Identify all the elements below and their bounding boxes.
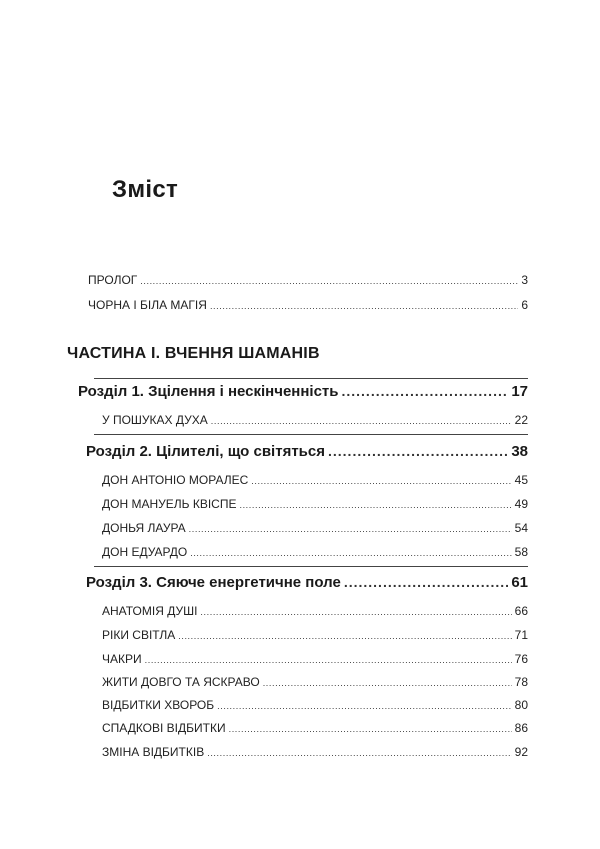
dot-leader <box>229 724 512 734</box>
toc-entry-prologue[interactable] <box>88 273 528 287</box>
toc-page-number: 66 <box>514 604 528 618</box>
toc-section-label: ДОН МАНУЕЛЬ КВІСПЕ <box>102 497 237 511</box>
toc-section-label: ЧАКРИ <box>102 652 142 666</box>
toc-page-number: 80 <box>514 698 528 712</box>
toc-page-number: 61 <box>511 574 528 591</box>
toc-page-number: 3 <box>521 273 528 287</box>
dot-leader <box>145 655 512 665</box>
toc-section-label: СПАДКОВІ ВІДБИТКИ <box>102 721 226 735</box>
dot-leader <box>189 524 512 534</box>
toc-page-number: 22 <box>514 413 528 427</box>
toc-chapter-label: Розділ 3. Сяюче енергетичне поле <box>86 574 341 591</box>
toc-section-label: ЖИТИ ДОВГО ТА ЯСКРАВО <box>102 675 260 689</box>
toc-page-number: 45 <box>514 473 528 487</box>
dot-leader <box>200 607 511 617</box>
toc-entry-label: ЧОРНА І БІЛА МАГІЯ <box>88 298 207 312</box>
dot-leader <box>140 276 518 286</box>
toc-section[interactable] <box>102 628 528 642</box>
toc-entry-black-white-magic[interactable] <box>88 298 528 312</box>
divider <box>94 378 528 379</box>
toc-entry-label: ПРОЛОГ <box>88 273 138 287</box>
toc-section[interactable] <box>102 698 528 712</box>
toc-section[interactable] <box>102 545 528 559</box>
toc-page-number: 17 <box>511 383 528 400</box>
part-title: ЧАСТИНА І. ВЧЕННЯ ШАМАНІВ <box>67 345 320 362</box>
toc-section-label: ДОНЬЯ ЛАУРА <box>102 521 186 535</box>
toc-page-number: 71 <box>514 628 528 642</box>
dot-leader <box>239 500 511 510</box>
toc-section[interactable] <box>102 497 528 511</box>
toc-page-number: 49 <box>514 497 528 511</box>
toc-page-number: 76 <box>514 652 528 666</box>
toc-section[interactable] <box>102 745 528 759</box>
toc-section[interactable] <box>102 473 528 487</box>
divider <box>94 566 528 567</box>
toc-section-label: РІКИ СВІТЛА <box>102 628 176 642</box>
dot-leader <box>211 416 512 426</box>
toc-section[interactable] <box>102 604 528 618</box>
dot-leader <box>217 701 512 711</box>
page-title: Зміст <box>112 176 179 203</box>
dot-leader <box>341 383 508 399</box>
toc-section[interactable] <box>102 521 528 535</box>
toc-chapter-1[interactable] <box>78 383 528 400</box>
toc-section-label: АНАТОМІЯ ДУШІ <box>102 604 198 618</box>
toc-chapter-2[interactable] <box>86 443 528 460</box>
dot-leader <box>190 548 511 558</box>
toc-section[interactable] <box>102 652 528 666</box>
dot-leader <box>344 574 508 590</box>
toc-section-label: ДОН АНТОНІО МОРАЛЕС <box>102 473 249 487</box>
toc-page-number: 78 <box>514 675 528 689</box>
toc-chapter-3[interactable] <box>86 574 528 591</box>
toc-chapter-label: Розділ 1. Зцілення і нескінченність <box>78 383 339 400</box>
dot-leader <box>207 748 511 758</box>
toc-page-number: 54 <box>514 521 528 535</box>
toc-page-number: 86 <box>514 721 528 735</box>
toc-section-label: ЗМІНА ВІДБИТКІВ <box>102 745 205 759</box>
toc-section-label: ДОН ЕДУАРДО <box>102 545 188 559</box>
dot-leader <box>251 476 511 486</box>
toc-chapter-label: Розділ 2. Цілителі, що світяться <box>86 443 325 460</box>
toc-section[interactable] <box>102 413 528 427</box>
toc-section-label: У ПОШУКАХ ДУХА <box>102 413 208 427</box>
dot-leader <box>210 301 518 311</box>
toc-page-number: 58 <box>514 545 528 559</box>
toc-section-label: ВІДБИТКИ ХВОРОБ <box>102 698 215 712</box>
dot-leader <box>263 678 512 688</box>
toc-page-number: 92 <box>514 745 528 759</box>
dot-leader <box>178 631 511 641</box>
toc-page-number: 6 <box>521 298 528 312</box>
toc-section[interactable] <box>102 721 528 735</box>
toc-section[interactable] <box>102 675 528 689</box>
toc-page-number: 38 <box>511 443 528 460</box>
divider <box>94 434 528 435</box>
dot-leader <box>328 443 508 459</box>
